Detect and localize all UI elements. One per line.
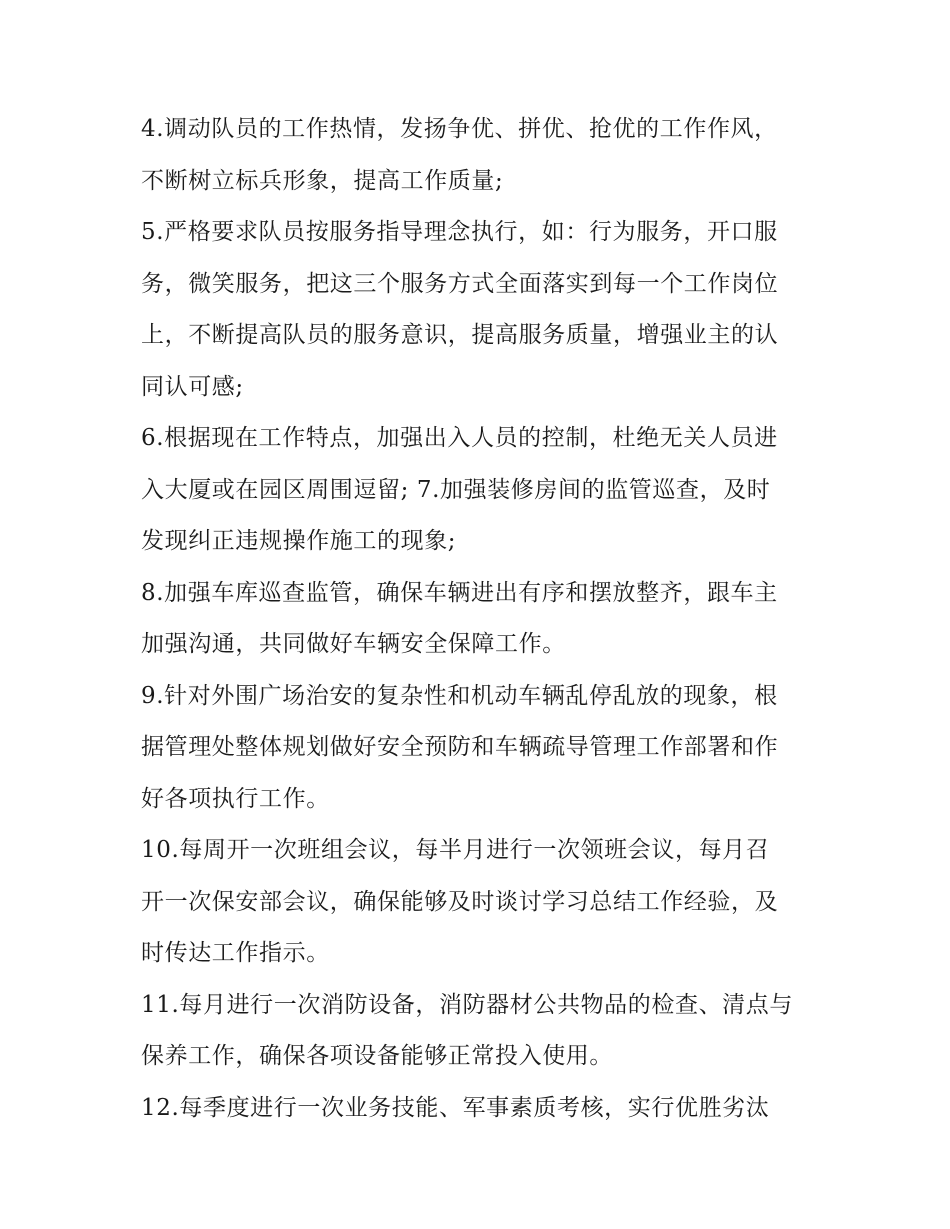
text-line: 据管理处整体规划做好安全预防和车辆疏导管理工作部署和作: [141, 734, 779, 760]
text-line: 不断树立标兵形象，提高工作质量;: [141, 167, 504, 194]
text-line: 入大厦或在园区周围逗留; 7.加强装修房间的监管巡查，及时: [141, 476, 771, 503]
document-body: [141, 104, 821, 1134]
text-line: 发现纠正违规操作施工的现象;: [141, 528, 457, 554]
text-line: 保养工作，确保各项设备能够正常投入使用。: [141, 1043, 613, 1069]
text-line: 6.根据现在工作特点，加强出入人员的控制，杜绝无关人员进: [141, 425, 778, 451]
text-line: 8.加强车库巡查监管，确保车辆进出有序和摆放整齐，跟车主: [141, 579, 778, 606]
text-line: 12.每季度进行一次业务技能、军事素质考核，实行优胜劣汰: [141, 1094, 770, 1121]
text-line: 5.严格要求队员按服务指导理念执行，如：行为服务，开口服: [141, 219, 778, 245]
text-line: 上，不断提高队员的服务意识，提高服务质量，增强业主的认: [141, 322, 779, 348]
text-line: 9.针对外围广场治安的复杂性和机动车辆乱停乱放的现象，根: [141, 682, 778, 709]
text-line: 11.每月进行一次消防设备，消防器材公共物品的检查、清点与: [141, 991, 793, 1018]
text-line: 开一次保安部会议，确保能够及时谈讨学习总结工作经验，及: [141, 888, 779, 915]
text-line: 务，微笑服务，把这三个服务方式全面落实到每一个工作岗位: [141, 270, 779, 297]
text-line: 好各项执行工作。: [141, 785, 330, 812]
text-line: 加强沟通，共同做好车辆安全保障工作。: [141, 631, 566, 657]
text-line: 10.每周开一次班组会议，每半月进行一次领班会议，每月召: [141, 837, 770, 863]
text-line: 4.调动队员的工作热情，发扬争优、拼优、抢优的工作作风，: [141, 116, 778, 142]
text-line: 同认可感;: [141, 373, 244, 400]
text-line: 时传达工作指示。: [141, 940, 330, 966]
